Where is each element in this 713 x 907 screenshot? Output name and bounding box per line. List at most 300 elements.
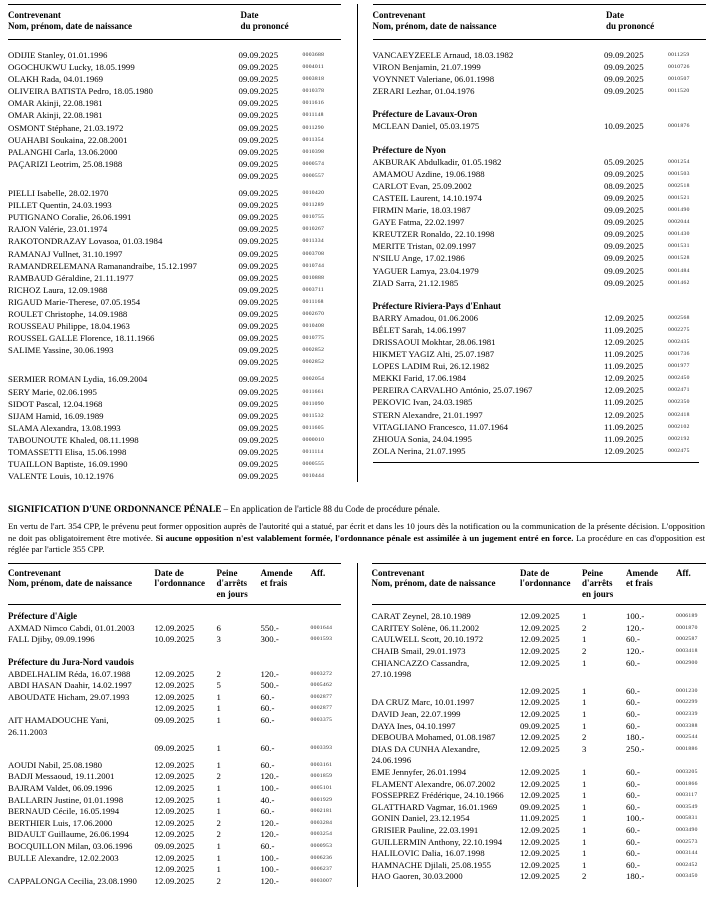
offender-name-line1: CAULWELL Scott, 20.10.1972 xyxy=(371,634,484,645)
offender-name: RIGAUD Marie-Therese, 07.05.1954 xyxy=(8,296,141,307)
notice-title-bold: SIGNIFICATION D'UNE ORDONNANCE PÉNALE xyxy=(8,505,222,516)
offender-name: OMAR Akinji, 22.08.1981 xyxy=(8,98,103,109)
case-number: 0005831 xyxy=(676,815,698,822)
table-row xyxy=(8,373,341,385)
prefecture-name: Préfecture de Lavaux-Oron xyxy=(372,109,478,120)
top-right-table xyxy=(357,4,713,482)
pronouncement-date: 12.09.2025 xyxy=(604,373,644,384)
table-row xyxy=(8,122,341,134)
table-row xyxy=(373,360,707,372)
fine-amount: 100.- xyxy=(260,783,279,793)
table-bottom-rule xyxy=(373,462,700,463)
offender-name xyxy=(8,841,155,853)
order-date: 11.09.2025 xyxy=(520,813,560,824)
arrest-days: 1 xyxy=(582,790,587,801)
pronouncement-date: 05.09.2025 xyxy=(604,156,644,167)
header-contrevenant-line1: Contrevenant xyxy=(371,567,425,578)
offender-name xyxy=(8,715,155,738)
offender-name-line1: HAMNACHE Djilali, 25.08.1955 xyxy=(371,859,491,870)
table-row xyxy=(372,611,707,623)
case-number: 0002670 xyxy=(302,310,325,317)
case-number: 0011289 xyxy=(302,202,324,209)
case-number: 0006189 xyxy=(676,613,698,620)
offender-name: SIDOT Pascal, 12.04.1968 xyxy=(8,398,103,409)
pronouncement-date: 09.09.2025 xyxy=(604,74,644,85)
header-contrevenant xyxy=(373,10,607,32)
header-contrevenant-line1: Contrevenant xyxy=(8,10,61,20)
offender-name-line1: FALL Djiby, 09.09.1996 xyxy=(8,634,95,645)
table-row xyxy=(8,386,341,398)
table-row xyxy=(372,871,707,883)
offender-name-line1: AOUDI Nabil, 25.08.1980 xyxy=(8,759,103,770)
pronouncement-date: 12.09.2025 xyxy=(604,409,644,420)
offender-name xyxy=(372,837,521,849)
offender-name: DRISSAOUI Mokhtar, 28.06.1981 xyxy=(372,336,496,347)
offender-name-line1: BULLE Alexandre, 12.02.2003 xyxy=(8,852,119,863)
offender-name xyxy=(8,829,155,841)
offender-name xyxy=(8,680,155,692)
case-number: 0002435 xyxy=(668,338,690,345)
arrest-days: 2 xyxy=(216,817,221,828)
case-number: 0002044 xyxy=(668,219,690,226)
case-number: 0001528 xyxy=(668,255,690,262)
case-number: 0010726 xyxy=(668,64,690,71)
fine-amount: 60.- xyxy=(626,836,640,847)
arrest-days: 1 xyxy=(216,715,221,726)
table-row xyxy=(372,825,707,837)
table-row xyxy=(8,211,341,223)
table-row xyxy=(8,308,341,320)
order-date: 12.09.2025 xyxy=(520,732,560,743)
order-date: 12.09.2025 xyxy=(520,871,560,882)
case-number: 0001593 xyxy=(310,636,333,643)
table-row xyxy=(8,669,341,681)
order-date: 09.09.2025 xyxy=(154,840,195,851)
order-date: 12.09.2025 xyxy=(154,817,195,828)
offender-name: RAMANDRELEMANA Ramanandraibe, 15.12.1997 xyxy=(8,260,197,271)
table-row xyxy=(8,692,341,704)
header-amende-line1: Amende xyxy=(626,567,658,578)
table-row xyxy=(373,421,707,433)
arrest-days: 1 xyxy=(582,778,587,789)
offender-name: ZHIOUA Sonia, 24.04.1995 xyxy=(372,433,472,444)
pronouncement-date: 09.09.2025 xyxy=(604,217,644,228)
offender-name-line1: BIDAULT Guillaume, 26.06.1994 xyxy=(8,829,129,840)
offender-name xyxy=(372,848,521,860)
offender-name xyxy=(372,860,521,872)
fine-amount: 120.- xyxy=(260,817,279,828)
pronouncement-date: 09.09.2025 xyxy=(238,236,279,247)
offender-name xyxy=(8,623,155,635)
pronouncement-date: 09.09.2025 xyxy=(238,224,279,235)
offender-name-line1: GONIN Daniel, 23.12.1954 xyxy=(371,813,470,824)
case-number: 0003549 xyxy=(676,803,698,810)
arrest-days: 1 xyxy=(216,794,221,805)
pronouncement-date: 09.09.2025 xyxy=(604,277,644,288)
case-number: 0011605 xyxy=(302,424,324,431)
offender-name: VITAGLIANO Francesco, 11.07.1964 xyxy=(372,421,509,432)
table-row xyxy=(8,296,341,308)
offender-name: PAÇARIZI Leotrim, 25.08.1988 xyxy=(8,158,123,169)
pronouncement-date: 09.09.2025 xyxy=(238,158,279,169)
case-number: 0002339 xyxy=(676,711,698,718)
offender-name: ROUSSEL GALLE Florence, 18.11.1966 xyxy=(8,333,155,344)
order-date: 12.09.2025 xyxy=(520,778,560,789)
offender-name: OSMONT Stéphane, 21.03.1972 xyxy=(8,122,124,133)
pronouncement-date: 09.09.2025 xyxy=(238,200,279,211)
arrest-days: 1 xyxy=(582,813,587,824)
table-row xyxy=(8,170,341,182)
header-contrevenant xyxy=(8,10,241,32)
offender-name: SIJAM Hamid, 16.09.1989 xyxy=(8,410,104,421)
fine-amount: 60.- xyxy=(260,703,275,714)
offender-name-line1: BALLARIN Justine, 01.01.1998 xyxy=(8,794,124,805)
offender-name-line1: FOSSEPREZ Frédérique, 24.10.1966 xyxy=(371,790,504,801)
offender-name xyxy=(372,790,521,802)
order-date: 12.09.2025 xyxy=(520,848,560,859)
case-number: 0003284 xyxy=(310,819,333,826)
order-date: 12.09.2025 xyxy=(154,703,195,714)
fine-amount: 100.- xyxy=(626,813,645,824)
table-row xyxy=(373,156,707,168)
offender-name xyxy=(372,646,521,658)
case-number: 0000574 xyxy=(302,160,325,167)
pronouncement-date: 09.09.2025 xyxy=(238,212,279,223)
fine-amount: 180.- xyxy=(626,871,645,882)
header-amende-line2: et frais xyxy=(626,578,653,589)
table-row xyxy=(372,860,707,872)
arrest-days: 2 xyxy=(582,622,587,633)
pronouncement-date: 09.09.2025 xyxy=(238,308,279,319)
order-date: 12.09.2025 xyxy=(154,794,195,805)
offender-name: PUTIGNANO Coralie, 26.06.1991 xyxy=(8,212,132,223)
table-row xyxy=(373,192,707,204)
signification-notice xyxy=(8,503,705,556)
arrest-days: 1 xyxy=(216,852,221,863)
pronouncement-date: 12.09.2025 xyxy=(604,385,644,396)
table-row xyxy=(8,864,341,876)
offender-name xyxy=(372,802,521,814)
offender-name xyxy=(8,356,239,368)
table-row xyxy=(8,806,341,818)
table-row xyxy=(372,732,707,744)
offender-name xyxy=(372,721,521,733)
order-date: 12.09.2025 xyxy=(520,824,560,835)
order-date: 12.09.2025 xyxy=(154,783,195,793)
table-row xyxy=(373,312,707,324)
offender-name: VOYNNET Valeriane, 06.01.1998 xyxy=(372,74,495,85)
header-contrevenant-line1: Contrevenant xyxy=(8,567,61,578)
case-number: 0003161 xyxy=(310,761,333,768)
arrest-days: 3 xyxy=(216,634,221,645)
table-row xyxy=(8,841,341,853)
top-left-rows xyxy=(8,49,341,482)
offender-name: N'SILU Ange, 17.02.1986 xyxy=(372,253,465,264)
table-row xyxy=(8,458,341,470)
case-number: 0001254 xyxy=(668,158,690,165)
case-number: 0001531 xyxy=(668,243,690,250)
offender-name-line1: HALILOVIC Dalia, 16.07.1998 xyxy=(371,848,485,859)
case-number: 0002877 xyxy=(310,705,333,712)
case-number: 0011259 xyxy=(668,52,690,58)
header-date-line2: l'ordonnance xyxy=(520,578,571,589)
table-row xyxy=(8,73,341,85)
table-row xyxy=(373,336,707,348)
case-number: 0011334 xyxy=(302,238,324,245)
case-number: 0002544 xyxy=(676,734,698,741)
order-date: 12.09.2025 xyxy=(154,680,195,691)
order-date: 12.09.2025 xyxy=(154,806,195,817)
offender-name xyxy=(372,732,521,744)
table-row xyxy=(373,372,707,384)
arrest-days: 1 xyxy=(582,611,587,622)
case-number: 0003117 xyxy=(676,792,698,799)
case-number: 0003708 xyxy=(302,250,325,257)
case-number: 0002350 xyxy=(668,399,690,406)
case-number: 0003818 xyxy=(302,76,325,83)
prefecture-section-header xyxy=(8,611,341,623)
table-row xyxy=(8,134,341,146)
case-number: 0001490 xyxy=(668,207,690,214)
arrest-days: 2 xyxy=(582,732,587,743)
offender-name xyxy=(372,779,521,791)
table-row xyxy=(373,324,707,336)
table-row xyxy=(372,634,707,646)
pronouncement-date: 09.09.2025 xyxy=(238,386,279,397)
fine-amount: 60.- xyxy=(626,824,640,835)
pronouncement-date: 09.09.2025 xyxy=(238,62,279,73)
arrest-days: 1 xyxy=(582,685,587,696)
offender-name xyxy=(372,871,521,883)
offender-name: ROULET Christophe, 14.09.1988 xyxy=(8,308,128,319)
fine-amount: 60.- xyxy=(626,685,640,696)
table-row xyxy=(8,410,341,422)
pronouncement-date: 09.09.2025 xyxy=(604,50,644,60)
offender-name: PILLET Quentin, 24.03.1993 xyxy=(8,200,112,211)
case-number: 0002573 xyxy=(676,838,698,845)
arrest-days: 6 xyxy=(216,622,221,633)
pronouncement-date: 10.09.2025 xyxy=(604,121,644,132)
pronouncement-date: 09.09.2025 xyxy=(604,253,644,264)
fine-amount: 40.- xyxy=(260,794,275,805)
pronouncement-date: 09.09.2025 xyxy=(604,86,644,97)
offender-name-line1: BAJRAM Valdet, 06.09.1996 xyxy=(8,783,113,793)
case-number: 0001484 xyxy=(668,267,690,274)
offender-name-line1: AXMAD Nimco Cabdi, 01.01.2003 xyxy=(8,622,135,633)
fine-amount: 60.- xyxy=(260,743,275,754)
offender-name: SERMIER ROMAN Lydia, 16.09.2004 xyxy=(8,374,148,385)
offender-name: RAMANAJ Vullnet, 31.10.1997 xyxy=(8,248,123,259)
pronouncement-date: 09.09.2025 xyxy=(238,134,279,145)
header-peine-line2: d'arrêts xyxy=(582,578,613,589)
case-number: 0004011 xyxy=(302,64,324,71)
table-row xyxy=(8,446,341,458)
case-number: 0010398 xyxy=(302,148,325,155)
header-contrevenant-line2: Nom, prénom, date de naissance xyxy=(8,21,132,31)
case-number: 0001859 xyxy=(310,773,333,780)
ordonnance-tables xyxy=(0,563,713,888)
offender-name-line1: CHAIB Smail, 29.01.1973 xyxy=(371,646,466,657)
offender-name: RAKOTONDRAZAY Lovasoa, 01.03.1984 xyxy=(8,236,163,247)
offender-name: KREUTZER Ronaldo, 22.10.1998 xyxy=(372,229,495,240)
arrest-days: 1 xyxy=(216,864,221,875)
order-date: 12.09.2025 xyxy=(520,657,560,668)
order-date: 12.09.2025 xyxy=(520,743,560,754)
offender-name-line1: DA CRUZ Marc, 10.01.1997 xyxy=(371,697,475,708)
case-number: 0011661 xyxy=(302,388,324,395)
order-date: 12.09.2025 xyxy=(154,771,195,782)
arrest-days: 1 xyxy=(582,697,587,708)
fine-amount: 120.- xyxy=(626,646,645,657)
table-row xyxy=(373,168,707,180)
offender-name-line1: GRISIER Pauline, 22.03.1991 xyxy=(371,824,479,835)
arrest-days: 2 xyxy=(582,646,587,657)
table-row xyxy=(372,623,707,635)
arrest-days: 1 xyxy=(216,703,221,714)
offender-name: VIRON Benjamin, 21.07.1999 xyxy=(372,62,481,73)
fine-amount: 60.- xyxy=(626,790,640,801)
table-row xyxy=(373,348,707,360)
table-row xyxy=(373,73,707,85)
offender-name: AMAMOU Azdine, 19.06.1988 xyxy=(372,168,485,179)
table-row xyxy=(8,85,341,97)
pronouncement-date: 09.09.2025 xyxy=(238,398,279,409)
case-number: 0001870 xyxy=(676,624,698,631)
offender-name-line1: ABDI HASAN Daahir, 14.02.1997 xyxy=(8,680,132,691)
header-peine xyxy=(582,568,626,600)
pronouncement-date: 11.09.2025 xyxy=(604,349,644,360)
case-number: 0011532 xyxy=(302,412,324,419)
offender-name: OMAR Akinji, 22.08.1981 xyxy=(8,110,103,121)
pronouncement-date: 12.09.2025 xyxy=(604,336,644,347)
table-row xyxy=(373,252,707,264)
case-number: 0002102 xyxy=(668,423,690,430)
case-number: 0002181 xyxy=(310,808,333,815)
case-number: 0010267 xyxy=(302,226,325,233)
pronouncement-date: 11.09.2025 xyxy=(604,397,644,408)
pronouncement-date: 09.09.2025 xyxy=(238,188,279,199)
arrest-days: 1 xyxy=(582,634,587,645)
case-number: 0011520 xyxy=(668,88,690,95)
top-right-rows xyxy=(373,49,707,457)
header-contrevenant xyxy=(372,568,521,600)
prefecture-section-header xyxy=(373,108,707,120)
offender-name-line2: 27.10.1998 xyxy=(371,669,412,680)
case-number: 0011148 xyxy=(302,112,324,119)
table-row xyxy=(8,272,341,284)
fine-amount: 120.- xyxy=(260,668,279,679)
offender-name: ZIAD Sarra, 21.12.1985 xyxy=(372,277,459,288)
case-number: 0003144 xyxy=(676,850,698,857)
fine-amount: 60.- xyxy=(626,697,640,708)
bottom-right-table xyxy=(357,563,713,888)
offender-name: ZOLA Nerina, 21.07.1995 xyxy=(372,445,466,456)
case-number: 0010507 xyxy=(668,76,690,83)
pronouncement-date: 11.09.2025 xyxy=(604,421,644,432)
table-row xyxy=(8,422,341,434)
case-number: 0001736 xyxy=(668,351,690,358)
case-number: 0010420 xyxy=(302,190,325,197)
offender-name: HIKMET YAGIZ Alti, 25.07.1987 xyxy=(372,349,495,360)
offender-name xyxy=(8,760,155,772)
case-number: 0002587 xyxy=(676,636,698,643)
offender-name-line1: DAYA Ines, 04.10.1997 xyxy=(371,720,456,731)
header-date-line1: Date xyxy=(606,10,624,20)
offender-name-line2: 26.11.2003 xyxy=(8,726,48,737)
table-row xyxy=(8,743,341,755)
case-number: 0001503 xyxy=(668,170,690,177)
case-number: 0005462 xyxy=(310,682,333,689)
offender-name-line1: GUILLERMIN Anthony, 22.10.1994 xyxy=(371,836,503,847)
pronouncement-date: 09.09.2025 xyxy=(604,192,644,203)
table-row xyxy=(8,680,341,692)
pronouncement-date: 09.09.2025 xyxy=(238,459,279,470)
offender-name: STERN Alexandre, 21.01.1997 xyxy=(372,409,483,420)
case-number: 0003450 xyxy=(676,873,698,880)
case-number: 0006236 xyxy=(310,854,333,861)
prefecture-section-header xyxy=(373,144,707,156)
order-date: 09.09.2025 xyxy=(520,720,560,731)
offender-name-line1: ABOUDATE Hicham, 29.07.1993 xyxy=(8,691,130,702)
table-row xyxy=(8,783,341,795)
arrest-days: 2 xyxy=(216,771,221,782)
table-row xyxy=(373,61,707,73)
arrest-days: 1 xyxy=(216,783,221,793)
case-number: 0003205 xyxy=(676,769,698,775)
order-date: 10.09.2025 xyxy=(154,634,195,645)
pronouncement-date: 09.09.2025 xyxy=(238,374,279,385)
offender-name-line1: AIT HAMADOUCHE Yani, xyxy=(8,715,109,726)
case-number: 0001876 xyxy=(668,123,690,130)
order-date: 12.09.2025 xyxy=(520,767,560,777)
arrest-days: 1 xyxy=(582,657,587,668)
pronouncement-date: 09.09.2025 xyxy=(604,229,644,240)
case-number: 0002418 xyxy=(668,411,690,418)
fine-amount: 60.- xyxy=(626,720,640,731)
pronouncement-date: 09.09.2025 xyxy=(238,50,279,60)
offender-name: VALENTE Louis, 10.12.1976 xyxy=(8,471,114,482)
offender-name: AKBURAK Abdulkadir, 01.05.1982 xyxy=(372,156,502,167)
order-date: 12.09.2025 xyxy=(154,875,195,886)
offender-name-line1: DEBOUBA Mohamed, 01.08.1987 xyxy=(371,732,496,743)
pronouncement-date: 09.09.2025 xyxy=(238,260,279,271)
table-row xyxy=(8,829,341,841)
fine-amount: 500.- xyxy=(260,680,279,691)
case-number: 0002852 xyxy=(302,347,325,354)
order-date: 12.09.2025 xyxy=(520,709,560,720)
fine-amount: 60.- xyxy=(260,759,275,770)
pronouncement-date: 12.09.2025 xyxy=(604,445,644,456)
case-number: 0001462 xyxy=(668,279,690,286)
pronouncement-date: 09.09.2025 xyxy=(604,265,644,276)
offender-name xyxy=(372,813,521,825)
fine-amount: 250.- xyxy=(626,743,645,754)
offender-name xyxy=(372,611,521,623)
table-row xyxy=(8,795,341,807)
table-row xyxy=(372,709,707,721)
fine-amount: 60.- xyxy=(626,801,640,812)
notice-title xyxy=(8,503,705,517)
offender-name xyxy=(8,771,155,783)
case-number: 0001644 xyxy=(310,624,333,631)
arrest-days: 2 xyxy=(582,871,587,882)
offender-name-line2: 24.06.1996 xyxy=(371,755,412,766)
table-row xyxy=(8,187,341,199)
case-number: 0011290 xyxy=(302,124,324,131)
header-aff: Aff. xyxy=(676,567,691,578)
pronouncement-date: 09.09.2025 xyxy=(238,170,279,181)
order-date: 12.09.2025 xyxy=(520,685,560,696)
